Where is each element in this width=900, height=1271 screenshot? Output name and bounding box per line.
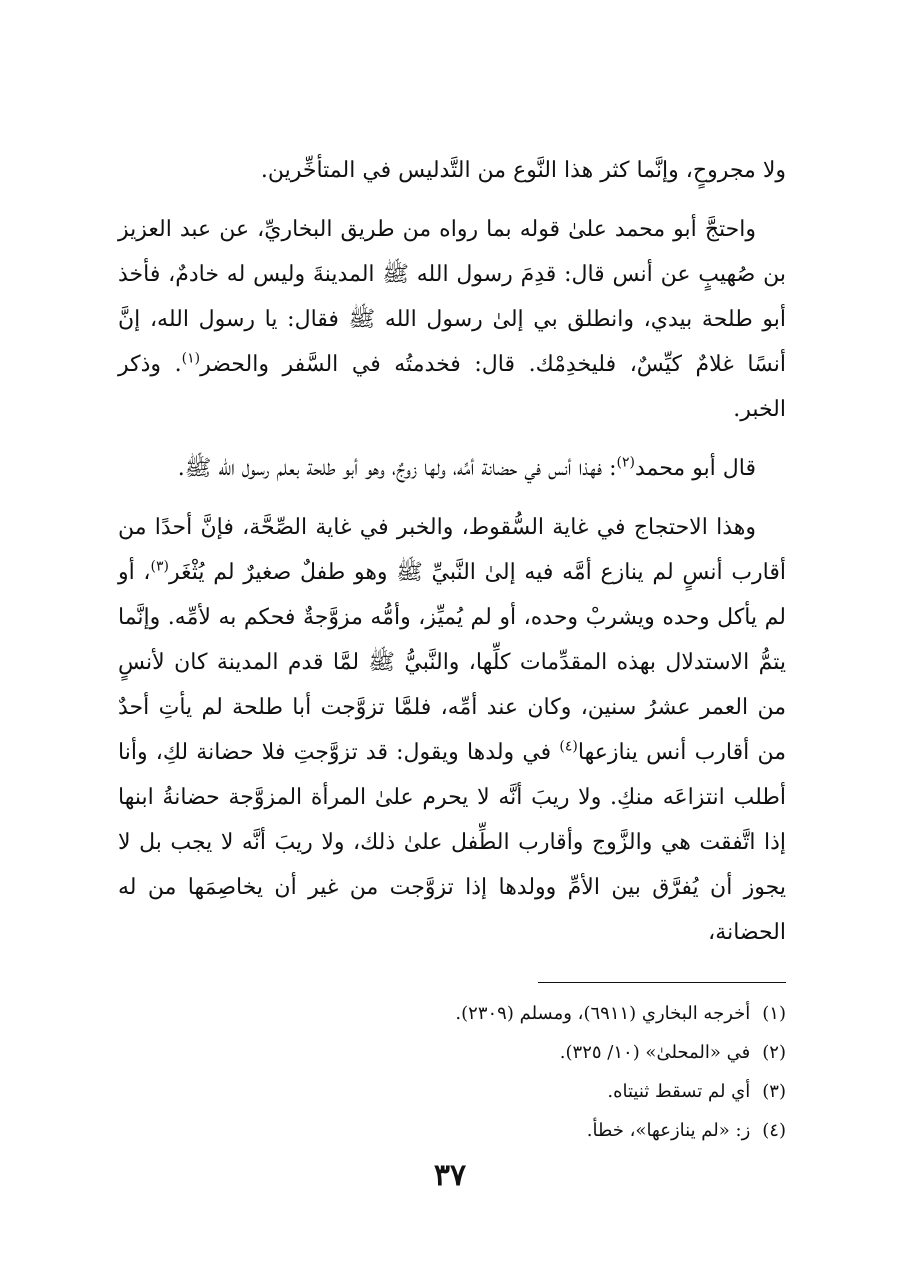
page-number: ٣٧ [433,1158,467,1193]
footnote-number: (٤) [762,1120,786,1141]
footnote-number: (٢) [762,1042,786,1063]
main-text [118,148,786,969]
footnote [300,1072,786,1111]
footnote [300,994,786,1033]
paragraph-text: ، أو لم يأكل وحده ويشربْ وحده، أو لم يُميِّز، وأمُّه مزوَّجةٌ فحكم به لأمِّه. وإنَّما يتمُّ الاستدلال بهذه المقدِّمات كلِّها، والنَّبيُّ ﷺ لمَّا قدم المدينة كان لأنسٍ من العمر عشرُ سنين، وكان عند أمِّه، فلمَّا تزوَّجت أبا طلحة لم يأتِ أحدٌ من أقارب أنس ينازعها [118,560,786,765]
paragraph-text: : فهذا أنس في حضانة أمِّه، ولها زوجٌ، وهو أبو طلحة بعلم رسول الله ﷺ. [177,456,617,481]
paragraph-text: وهذا الاحتجاج في غاية السُّقوط، والخبر في غاية الصِّحَّة، فإنَّ أحدًا من أقارب أنسٍ لم ينازع أمَّه فيه إلىٰ النَّبيِّ ﷺ وهو طفلٌ صغيرٌ لم يُثْغَر [118,515,786,585]
footnote-text: ز: «لم ينازعها»، خطأ. [586,1120,751,1141]
footnote-reference: (٤) [559,738,578,755]
footnote-reference: (٢) [616,454,635,471]
footnote-text: في «المحلىٰ» (١٠/ ٣٢٥). [559,1042,751,1063]
paragraph [118,446,786,491]
paragraph-text: قال أبو محمد [634,456,756,481]
footnote-separator [538,982,786,983]
footnote-number: (١) [762,1003,786,1024]
paragraph-text: . وذكر الخبر. [118,352,786,422]
paragraph-text: واحتجَّ أبو محمد علىٰ قوله بما رواه من طريق البخاريِّ، عن عبد العزيز بن صُهيبٍ عن أنس قال: قدِمَ رسول الله ﷺ المدينةَ وليس له خادمٌ، فأخذ أبو طلحة بيدي، وانطلق بي إلىٰ رسول الله ﷺ فقال: يا رسول الله، إنَّ أنسًا غلامٌ كيِّسٌ، فليخدِمْك. قال: فخدمتُه في السَّفر والحضر [118,217,786,377]
footnote-text: أي لم تسقط ثنيتاه. [607,1081,751,1102]
footnote-reference: (٣) [150,558,169,575]
paragraph-text: في ولدها ويقول: قد تزوَّجتِ فلا حضانة لكِ، وأنا أطلب انتزاعَه منكِ. ولا ريبَ أنَّه لا يحرم علىٰ المرأة المزوَّجة حضانةُ ابنها إذا اتَّفقت هي والزَّوج وأقارب الطِّفل علىٰ ذلك، ولا ريبَ أنَّه لا يجب بل لا يجوز أن يُفرَّق بين الأمِّ وولدها إذا تزوَّجت من غير أن يخاصِمَها من له الحضانة، [118,740,786,945]
paragraph [118,505,786,955]
paragraph-text: ولا مجروحٍ، وإنَّما كثر هذا النَّوع من التَّدليس في المتأخِّرين. [260,158,786,183]
paragraph [118,207,786,432]
footnotes [300,994,786,1150]
footnote-reference: (١) [181,350,201,367]
footnote [300,1033,786,1072]
footnote-number: (٣) [762,1081,786,1102]
footnote [300,1111,786,1150]
footnote-text: أخرجه البخاري (٦٩١١)، ومسلم (٢٣٠٩). [455,1003,751,1024]
paragraph [118,148,786,193]
